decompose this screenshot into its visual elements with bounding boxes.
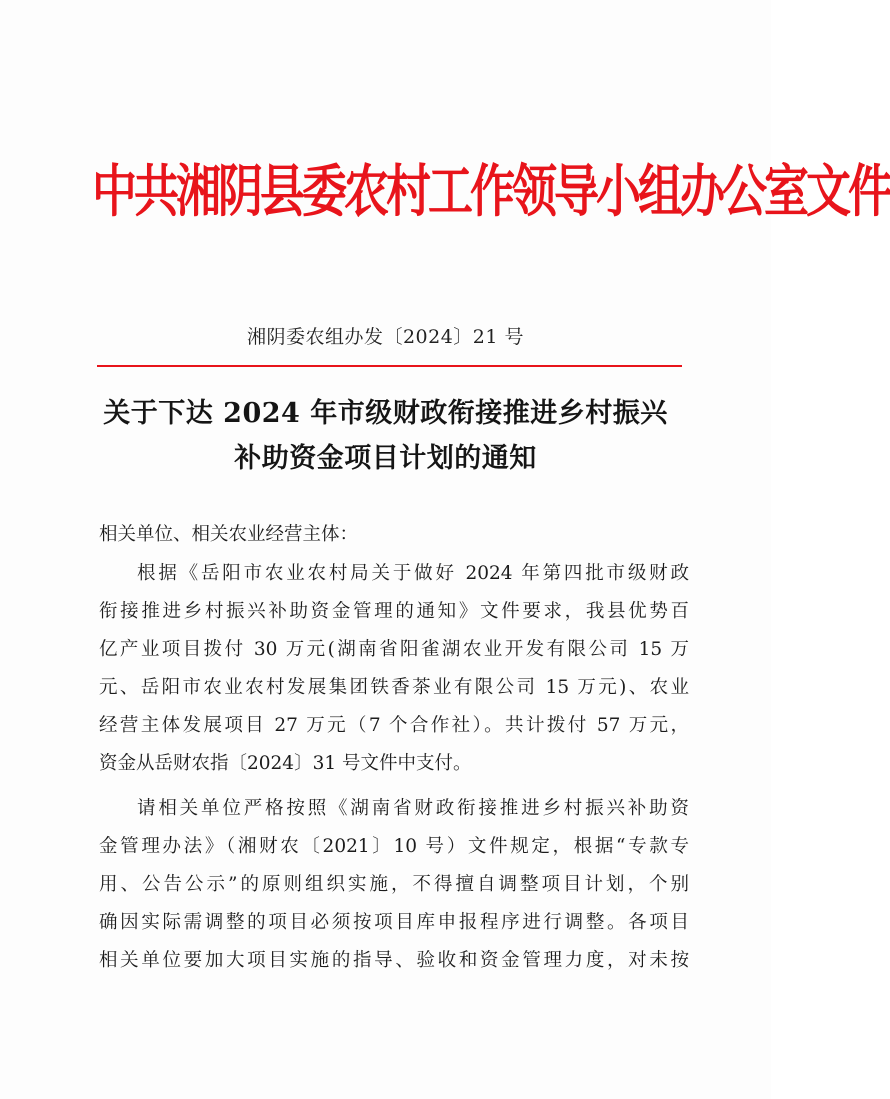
notice-title-line-2: 补助资金项目计划的通知 xyxy=(234,443,537,474)
paragraph2-line: 用、公告公示”的原则组织实施，不得擅自调整项目计划，个别 xyxy=(99,874,689,895)
paragraph1-line: 资金从岳财农指〔2024〕31 号文件中支付。 xyxy=(99,753,472,774)
red-divider-rule xyxy=(97,365,682,367)
red-header-title: 中共湘阴县委农村工作领导小组办公室文件 xyxy=(92,158,890,225)
paragraph1-line: 元、岳阳市农业农村发展集团铁香茶业有限公司 15 万元)、农业 xyxy=(99,677,689,698)
paragraph1-line: 经营主体发展项目 27 万元（7 个合作社）。共计拨付 57 万元， xyxy=(99,715,689,736)
salutation: 相关单位、相关农业经营主体： xyxy=(99,524,359,545)
paragraph2-line: 请相关单位严格按照《湖南省财政衔接推进乡村振兴补助资 xyxy=(137,798,689,819)
document-number: 湘阴委农组办发〔2024〕21 号 xyxy=(246,326,525,348)
notice-title-line-1: 关于下达 2024 年市级财政衔接推进乡村振兴 xyxy=(103,398,668,429)
paragraph1-line: 根据《岳阳市农业农村局关于做好 2024 年第四批市级财政 xyxy=(137,563,689,584)
paragraph2-line: 相关单位要加大项目实施的指导、验收和资金管理力度，对未按 xyxy=(99,950,689,971)
paragraph1-line: 亿产业项目拨付 30 万元(湖南省阳雀湖农业开发有限公司 15 万 xyxy=(99,639,689,660)
paragraph2-line: 确因实际需调整的项目必须按项目库申报程序进行调整。各项目 xyxy=(99,912,689,933)
paragraph1-line: 衔接推进乡村振兴补助资金管理的通知》文件要求，我县优势百 xyxy=(99,601,689,622)
paragraph2-line: 金管理办法》（湘财农〔2021〕10 号）文件规定，根据“专款专 xyxy=(99,836,689,857)
